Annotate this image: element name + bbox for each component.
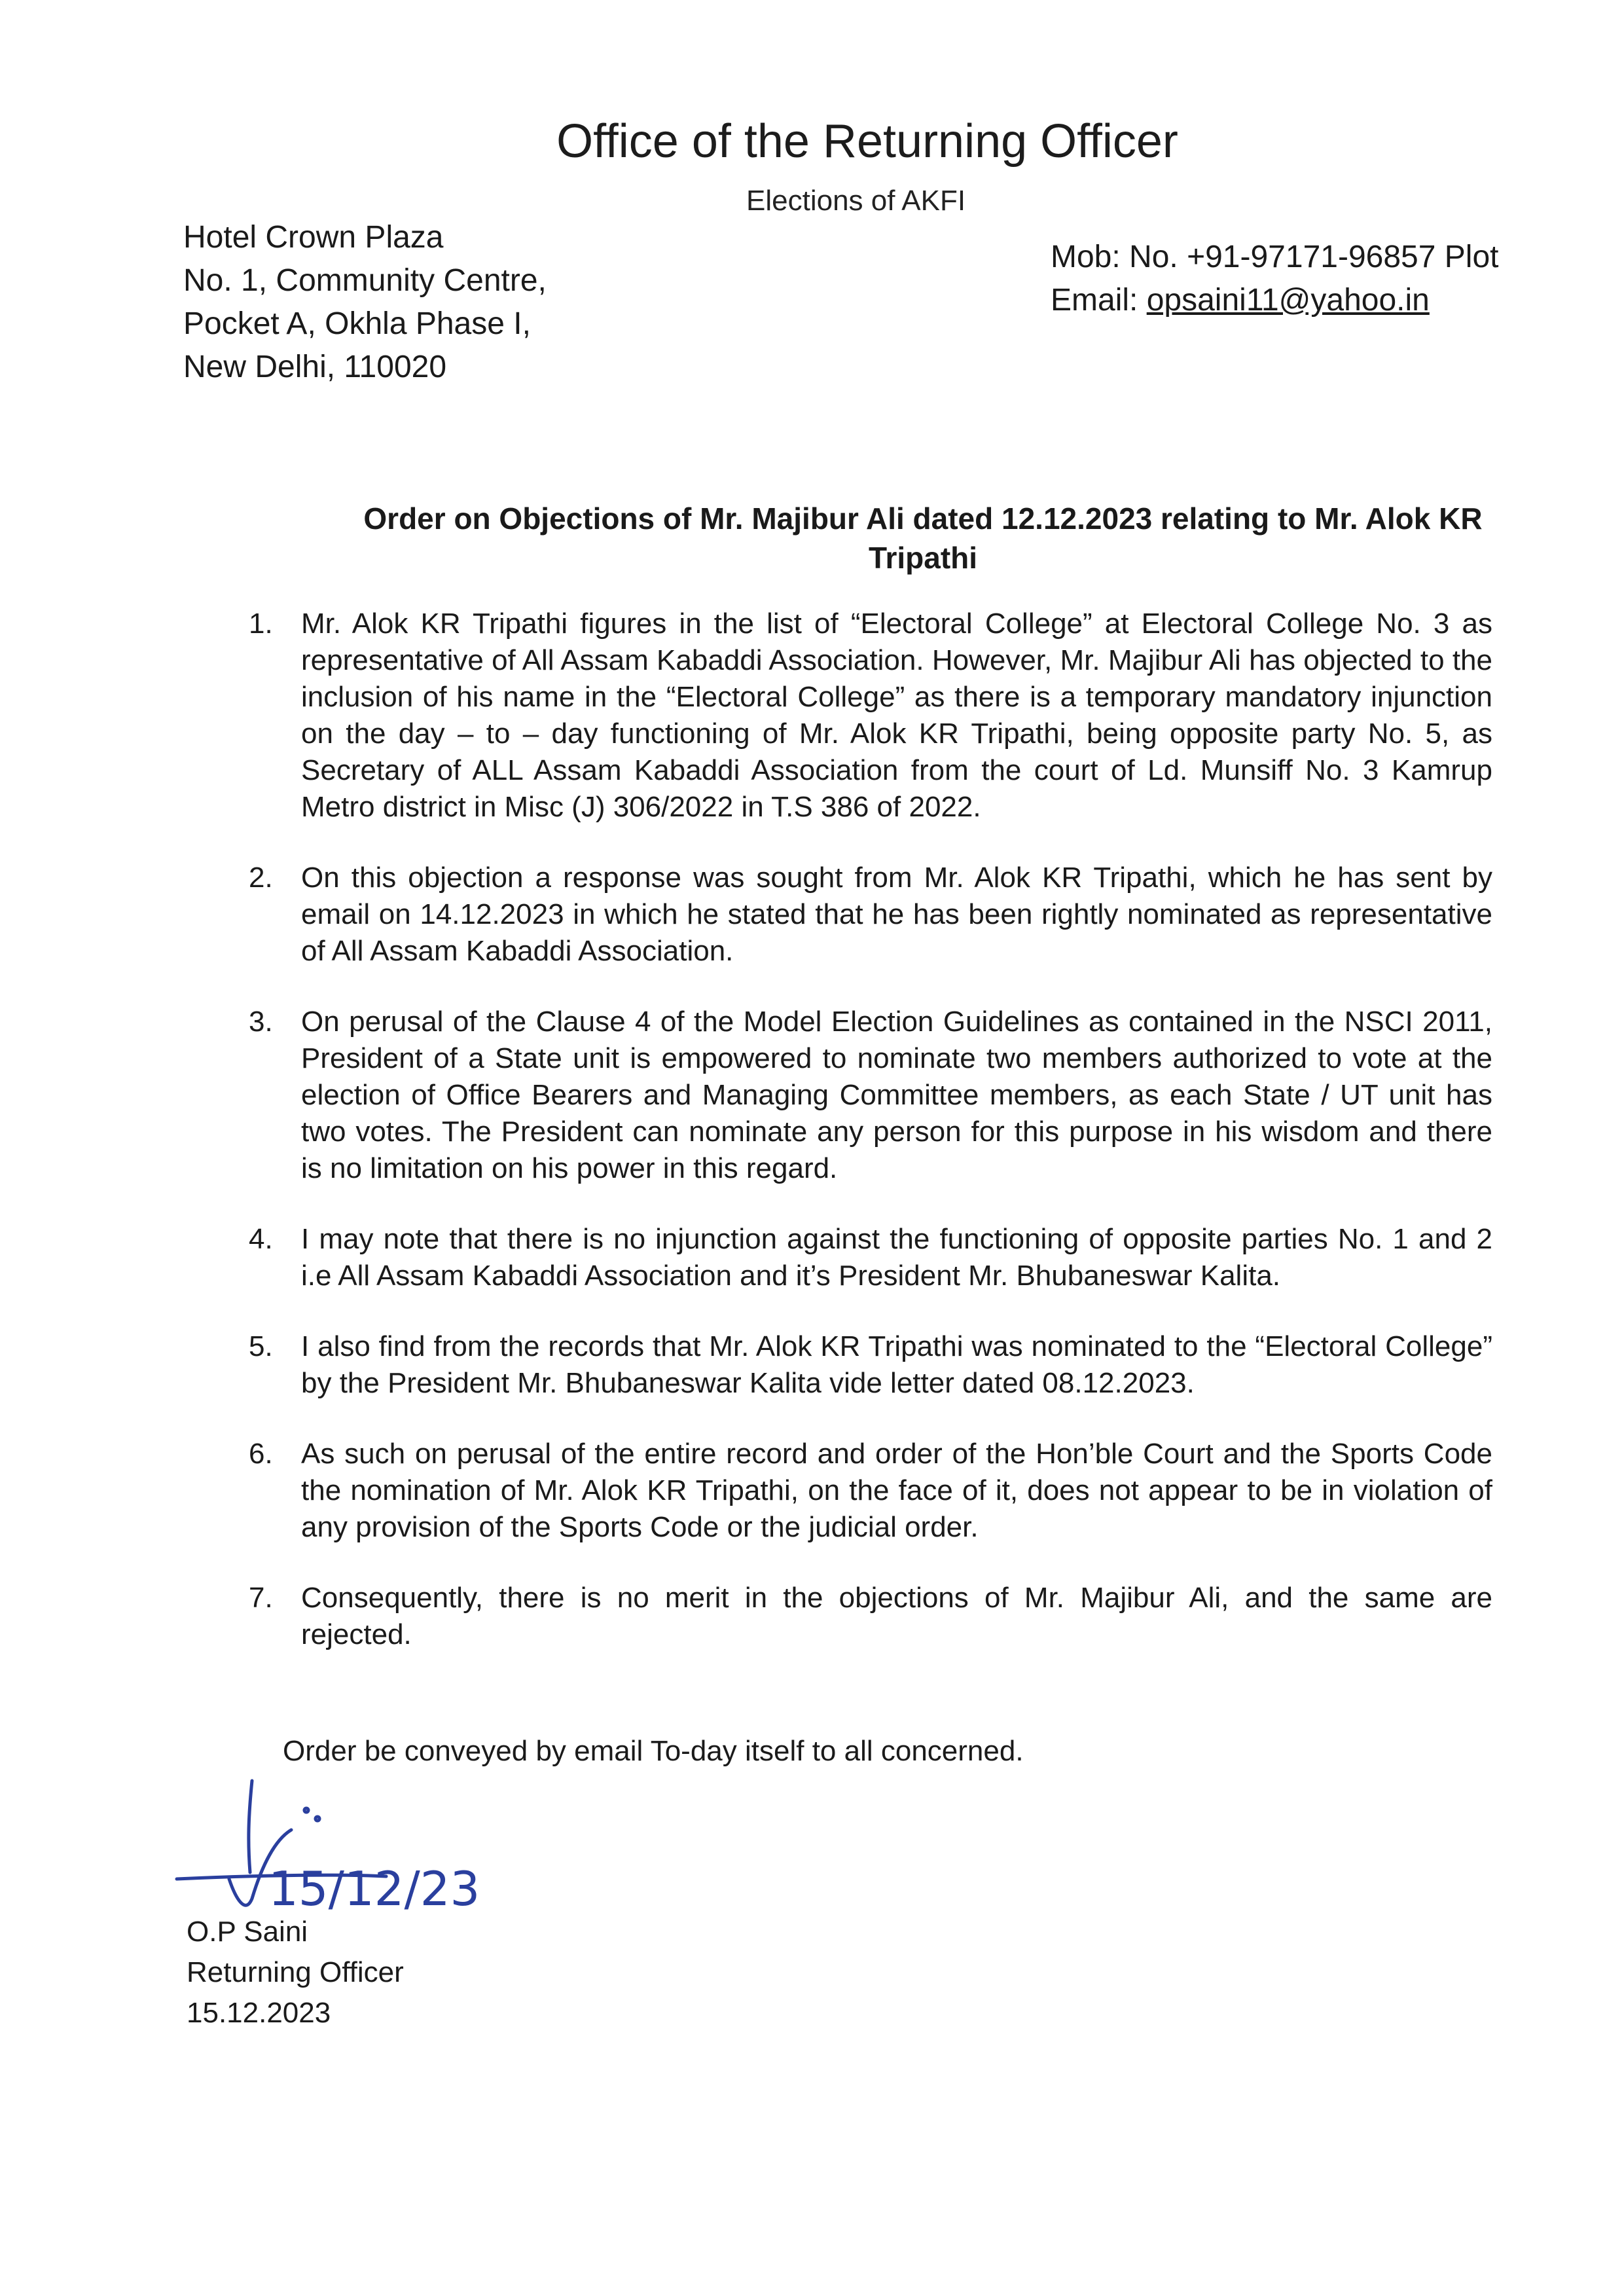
signoff-block [187, 1912, 404, 2033]
address-line: Hotel Crown Plaza [183, 220, 444, 255]
order-point [249, 860, 1492, 970]
order-point [249, 1436, 1492, 1546]
closing-instruction: Order be conveyed by email To-day itself to all concerned. [283, 1735, 1024, 1767]
handwritten-date: 15/12/23 [268, 1861, 480, 1916]
election-subtitle: Elections of AKFI [746, 185, 966, 217]
contact-details [1051, 236, 1498, 322]
point-text: On this objection a response was sought from Mr. Alok KR Tripathi, which he has sent by email on 14.12.2023 in which he stated that he has been rightly nominated as representative of All Assam Kabaddi Association. [301, 862, 1492, 967]
address-line: No. 1, Community Centre, [183, 263, 547, 298]
point-number: 2. [249, 862, 273, 894]
officer-designation: Returning Officer [187, 1956, 404, 1988]
order-point [249, 1004, 1492, 1187]
point-number: 5. [249, 1330, 273, 1362]
point-text: Mr. Alok KR Tripathi figures in the list of “Electoral College” at Electoral College No. 3 as representative of All Assam Kabaddi Association. However, Mr. Majibur Ali has objected to the inclusion of his name in the “Electoral College” as there is a temporary mandatory injunction on the day – to – day functioning of Mr. Alok KR Tripathi, being opposite party No. 5, as Secretary of ALL Assam Kabaddi Association from the court of Ld. Munsiff No. 3 Kamrup Metro district in Misc (J) 306/2022 in T.S 386 of 2022. [301, 608, 1492, 823]
point-number: 6. [249, 1438, 273, 1470]
point-text: On perusal of the Clause 4 of the Model Election Guidelines as contained in the NSCI 2011, President of a State unit is empowered to nominate two members authorized to vote at the election of Office Bearers and Managing Committee members, as each State / UT unit has two votes. The President can nominate any person for this purpose in his wisdom and there is no limitation on his power in this regard. [301, 1006, 1492, 1184]
address-line: Pocket A, Okhla Phase I, [183, 306, 531, 341]
office-title: Office of the Returning Officer [556, 115, 1178, 168]
email-line [1051, 279, 1498, 322]
order-point [249, 606, 1492, 826]
signature-stroke [304, 1808, 308, 1812]
point-number: 3. [249, 1006, 273, 1038]
signature-stroke [316, 1817, 319, 1821]
officer-name: O.P Saini [187, 1916, 308, 1948]
order-point [249, 1580, 1492, 1653]
address-line: New Delhi, 110020 [183, 350, 447, 384]
order-point [249, 1221, 1492, 1294]
email-address[interactable]: opsaini11@yahoo.in [1146, 283, 1430, 318]
order-point [249, 1328, 1492, 1402]
signoff-date: 15.12.2023 [187, 1997, 331, 2029]
point-text: I also find from the records that Mr. Alok KR Tripathi was nominated to the “Electoral College” by the President Mr. Bhubaneswar Kalita vide letter dated 08.12.2023. [301, 1330, 1492, 1399]
point-text: Consequently, there is no merit in the objections of Mr. Majibur Ali, and the same are rejected. [301, 1582, 1492, 1650]
email-label: Email: [1051, 283, 1147, 318]
order-heading: Order on Objections of Mr. Majibur Ali dated 12.12.2023 relating to Mr. Alok KR Tripathi [363, 501, 1483, 575]
point-number: 4. [249, 1223, 273, 1255]
point-number: 1. [249, 608, 273, 640]
mobile-number: Mob: No. +91-97171-96857 Plot [1051, 240, 1499, 274]
order-points [249, 606, 1492, 1687]
signature-stroke [249, 1781, 252, 1872]
office-address [183, 216, 547, 389]
point-text: I may note that there is no injunction against the functioning of opposite parties No. 1 and 2 i.e All Assam Kabaddi Association and it’s President Mr. Bhubaneswar Kalita. [301, 1223, 1492, 1292]
point-text: As such on perusal of the entire record and order of the Hon’ble Court and the Sports Code the nomination of Mr. Alok KR Tripathi, on the face of it, does not appear to be in violation of any provision of the Sports Code or the judicial order. [301, 1438, 1492, 1543]
point-number: 7. [249, 1582, 273, 1614]
